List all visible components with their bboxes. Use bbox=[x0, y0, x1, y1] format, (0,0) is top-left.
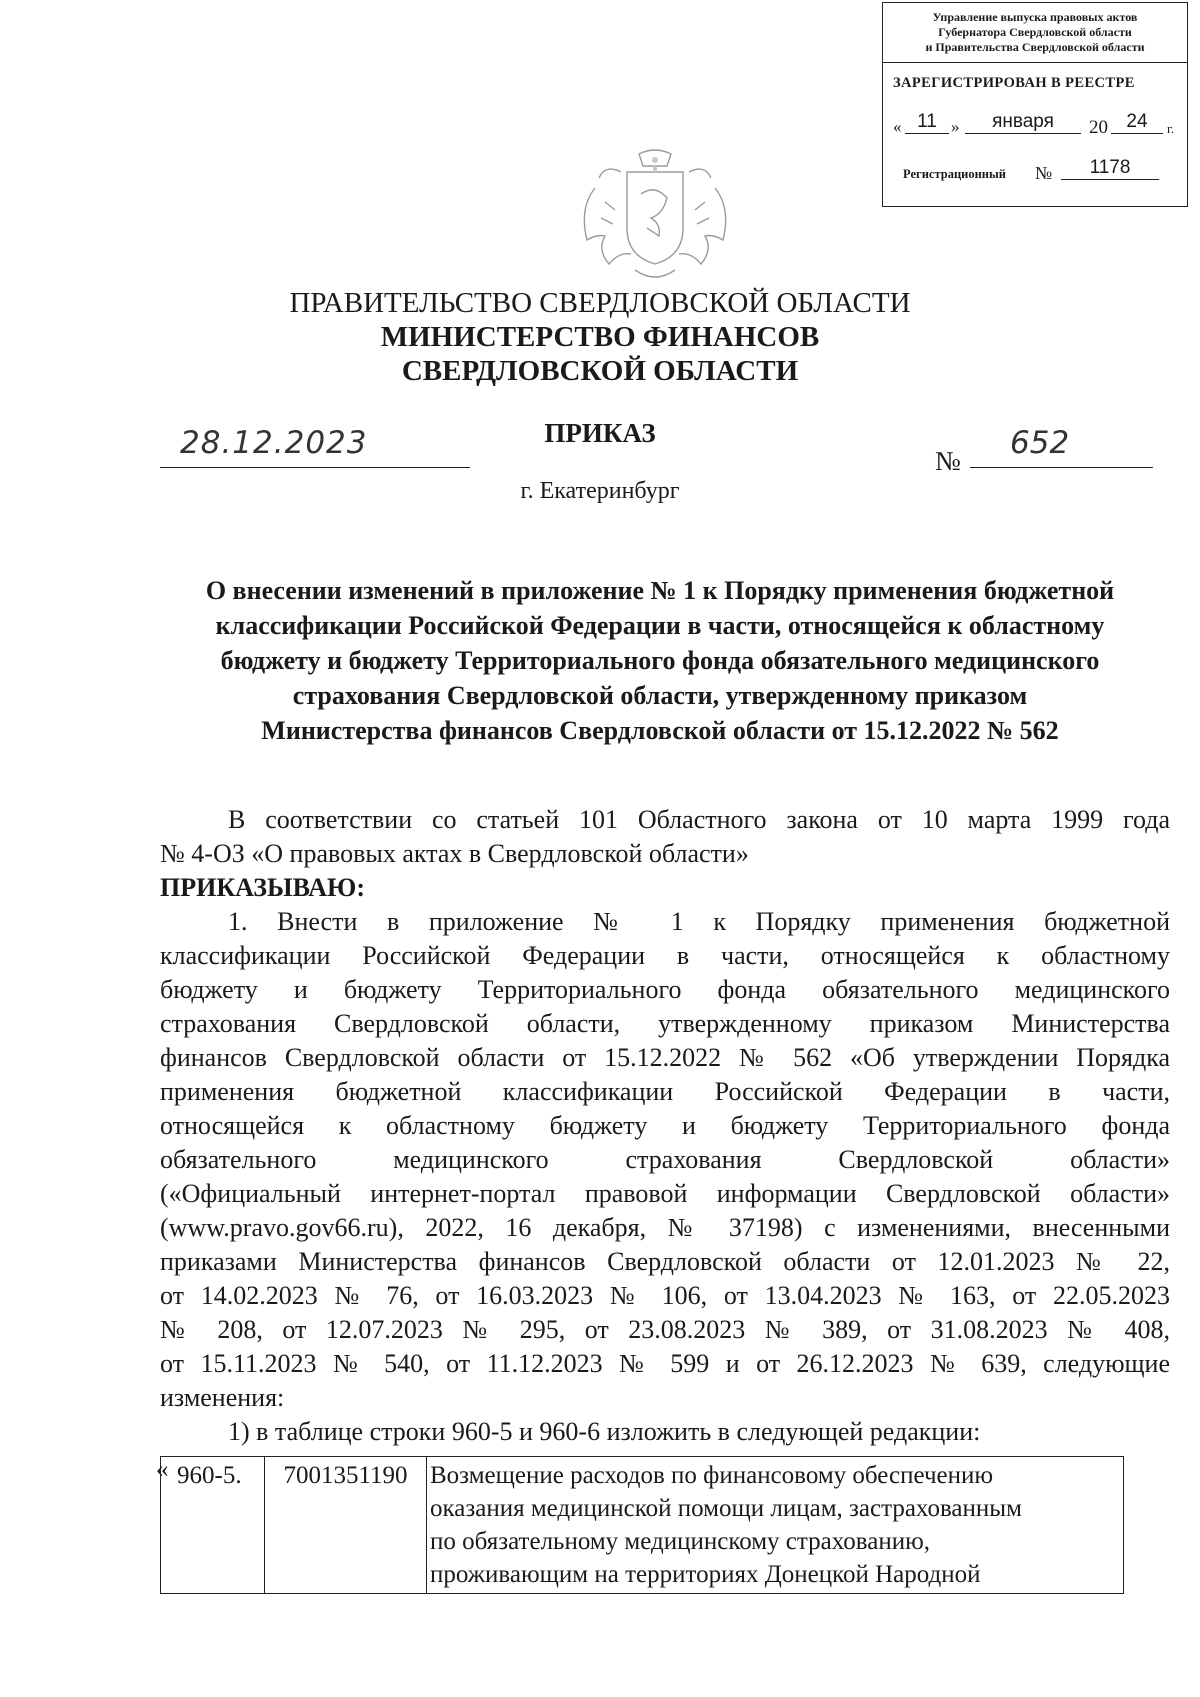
stamp-num-sign: № bbox=[1035, 163, 1053, 183]
preamble-line: В соответствии со статьей 101 Областного закона от 10 марта 1999 года bbox=[228, 805, 1170, 834]
stamp-reg-value: 1178 bbox=[1061, 157, 1159, 180]
document-number-field bbox=[970, 425, 1153, 468]
city: г. Екатеринбург bbox=[520, 478, 680, 504]
stamp-year-prefix: 20 bbox=[1089, 117, 1108, 138]
title-line: бюджету и бюджету Территориального фонда обязательного медицинского bbox=[220, 646, 1100, 675]
item1-line: приказами Министерства финансов Свердловской области от 12.01.2023 № 22, bbox=[160, 1247, 1170, 1276]
row-description bbox=[427, 1457, 1124, 1594]
order-word: ПРИКАЗЫВАЮ: bbox=[160, 873, 365, 902]
item1-line: страхования Свердловской области, утвержденному приказом Министерства bbox=[160, 1009, 1170, 1038]
item1-line: бюджету и бюджету Территориального фонда обязательного медицинского bbox=[160, 975, 1170, 1004]
item1-line: применения бюджетной классификации Российской Федерации в части, bbox=[160, 1077, 1170, 1106]
stamp-reg-label: Регистрационный bbox=[903, 167, 1006, 181]
item1-line: (www.pravo.gov66.ru), 2022, 16 декабря, № 37198) с изменениями, внесенными bbox=[160, 1213, 1170, 1242]
item1-line: 1. Внести в приложение № 1 к Порядку применения бюджетной bbox=[228, 907, 1170, 936]
item1-line: относящейся к областному бюджету и бюджету Территориального фонда bbox=[160, 1111, 1170, 1140]
stamp-header bbox=[883, 3, 1187, 63]
row-number: 960-5. bbox=[161, 1457, 265, 1594]
stamp-month: января bbox=[965, 111, 1081, 134]
stamp-header-line: и Правительства Свердловской области bbox=[925, 40, 1145, 54]
row-code: 7001351190 bbox=[265, 1457, 427, 1594]
document-title bbox=[160, 573, 1160, 748]
document-body bbox=[160, 803, 1170, 1449]
item1-line: («Официальный интернет-портал правовой информации Свердловской области» bbox=[160, 1179, 1170, 1208]
document-type: ПРИКАЗ bbox=[544, 418, 656, 448]
stamp-quote-close: » bbox=[951, 117, 960, 136]
document-number: 652 bbox=[1010, 425, 1070, 461]
document-date-field bbox=[160, 425, 470, 468]
ministry-title-line2: СВЕРДЛОВСКОЙ ОБЛАСТИ bbox=[401, 355, 799, 387]
title-line: классификации Российской Федерации в части, относящейся к областному bbox=[215, 611, 1105, 640]
stamp-quote-open: « bbox=[893, 117, 902, 136]
document-date: 28.12.2023 bbox=[180, 425, 368, 461]
stamp-date bbox=[893, 111, 1183, 141]
description-line: Возмещение расходов по финансовому обеспечению bbox=[430, 1462, 994, 1489]
item1-line: обязательного медицинского страхования Свердловской области» bbox=[160, 1145, 1170, 1174]
coat-of-arms-icon bbox=[575, 148, 735, 288]
stamp-header-line: Губернатора Свердловской области bbox=[938, 25, 1132, 39]
title-line: страхования Свердловской области, утвержденному приказом bbox=[292, 681, 1028, 710]
government-title: ПРАВИТЕЛЬСТВО СВЕРДЛОВСКОЙ ОБЛАСТИ bbox=[289, 287, 911, 319]
item1-line: изменения: bbox=[160, 1383, 285, 1412]
ministry-title-line1: МИНИСТЕРСТВО ФИНАНСОВ bbox=[380, 321, 820, 353]
stamp-year-unit: г. bbox=[1167, 121, 1175, 136]
description-line: оказания медицинской помощи лицам, застрахованным bbox=[430, 1495, 1022, 1522]
description-line: по обязательному медицинскому страхованию, bbox=[430, 1528, 931, 1555]
stamp-day: 11 bbox=[905, 111, 949, 134]
item1-line: финансов Свердловской области от 15.12.2022 № 562 «Об утверждении Порядка bbox=[160, 1043, 1170, 1072]
item1-line: № 208, от 12.07.2023 № 295, от 23.08.2023 № 389, от 31.08.2023 № 408, bbox=[160, 1315, 1170, 1344]
item1-line: классификации Российской Федерации в части, относящейся к областному bbox=[160, 941, 1170, 970]
item1-line: от 14.02.2023 № 76, от 16.03.2023 № 106, от 13.04.2023 № 163, от 22.05.2023 bbox=[160, 1281, 1170, 1310]
classification-table bbox=[160, 1456, 1180, 1594]
subitem-1: 1) в таблице строки 960-5 и 960-6 изложить в следующей редакции: bbox=[228, 1417, 981, 1446]
table-open-quote: « bbox=[156, 1456, 169, 1483]
preamble-line: № 4-ОЗ «О правовых актах в Свердловской области» bbox=[160, 839, 749, 868]
table-row bbox=[161, 1457, 1124, 1594]
stamp-year-suffix: 24 bbox=[1111, 111, 1163, 134]
description-line: проживающим на территориях Донецкой Народной bbox=[430, 1561, 981, 1588]
document-number-label: № bbox=[935, 446, 961, 476]
title-line: О внесении изменений в приложение № 1 к Порядку применения бюджетной bbox=[205, 576, 1115, 605]
stamp-registered-label: ЗАРЕГИСТРИРОВАН В РЕЕСТРЕ bbox=[893, 75, 1135, 91]
stamp-header-line: Управление выпуска правовых актов bbox=[932, 10, 1138, 24]
registration-stamp bbox=[882, 2, 1188, 207]
item1-line: от 15.11.2023 № 540, от 11.12.2023 № 599 и от 26.12.2023 № 639, следующие bbox=[160, 1349, 1170, 1378]
title-line: Министерства финансов Свердловской области от 15.12.2022 № 562 bbox=[261, 716, 1059, 745]
